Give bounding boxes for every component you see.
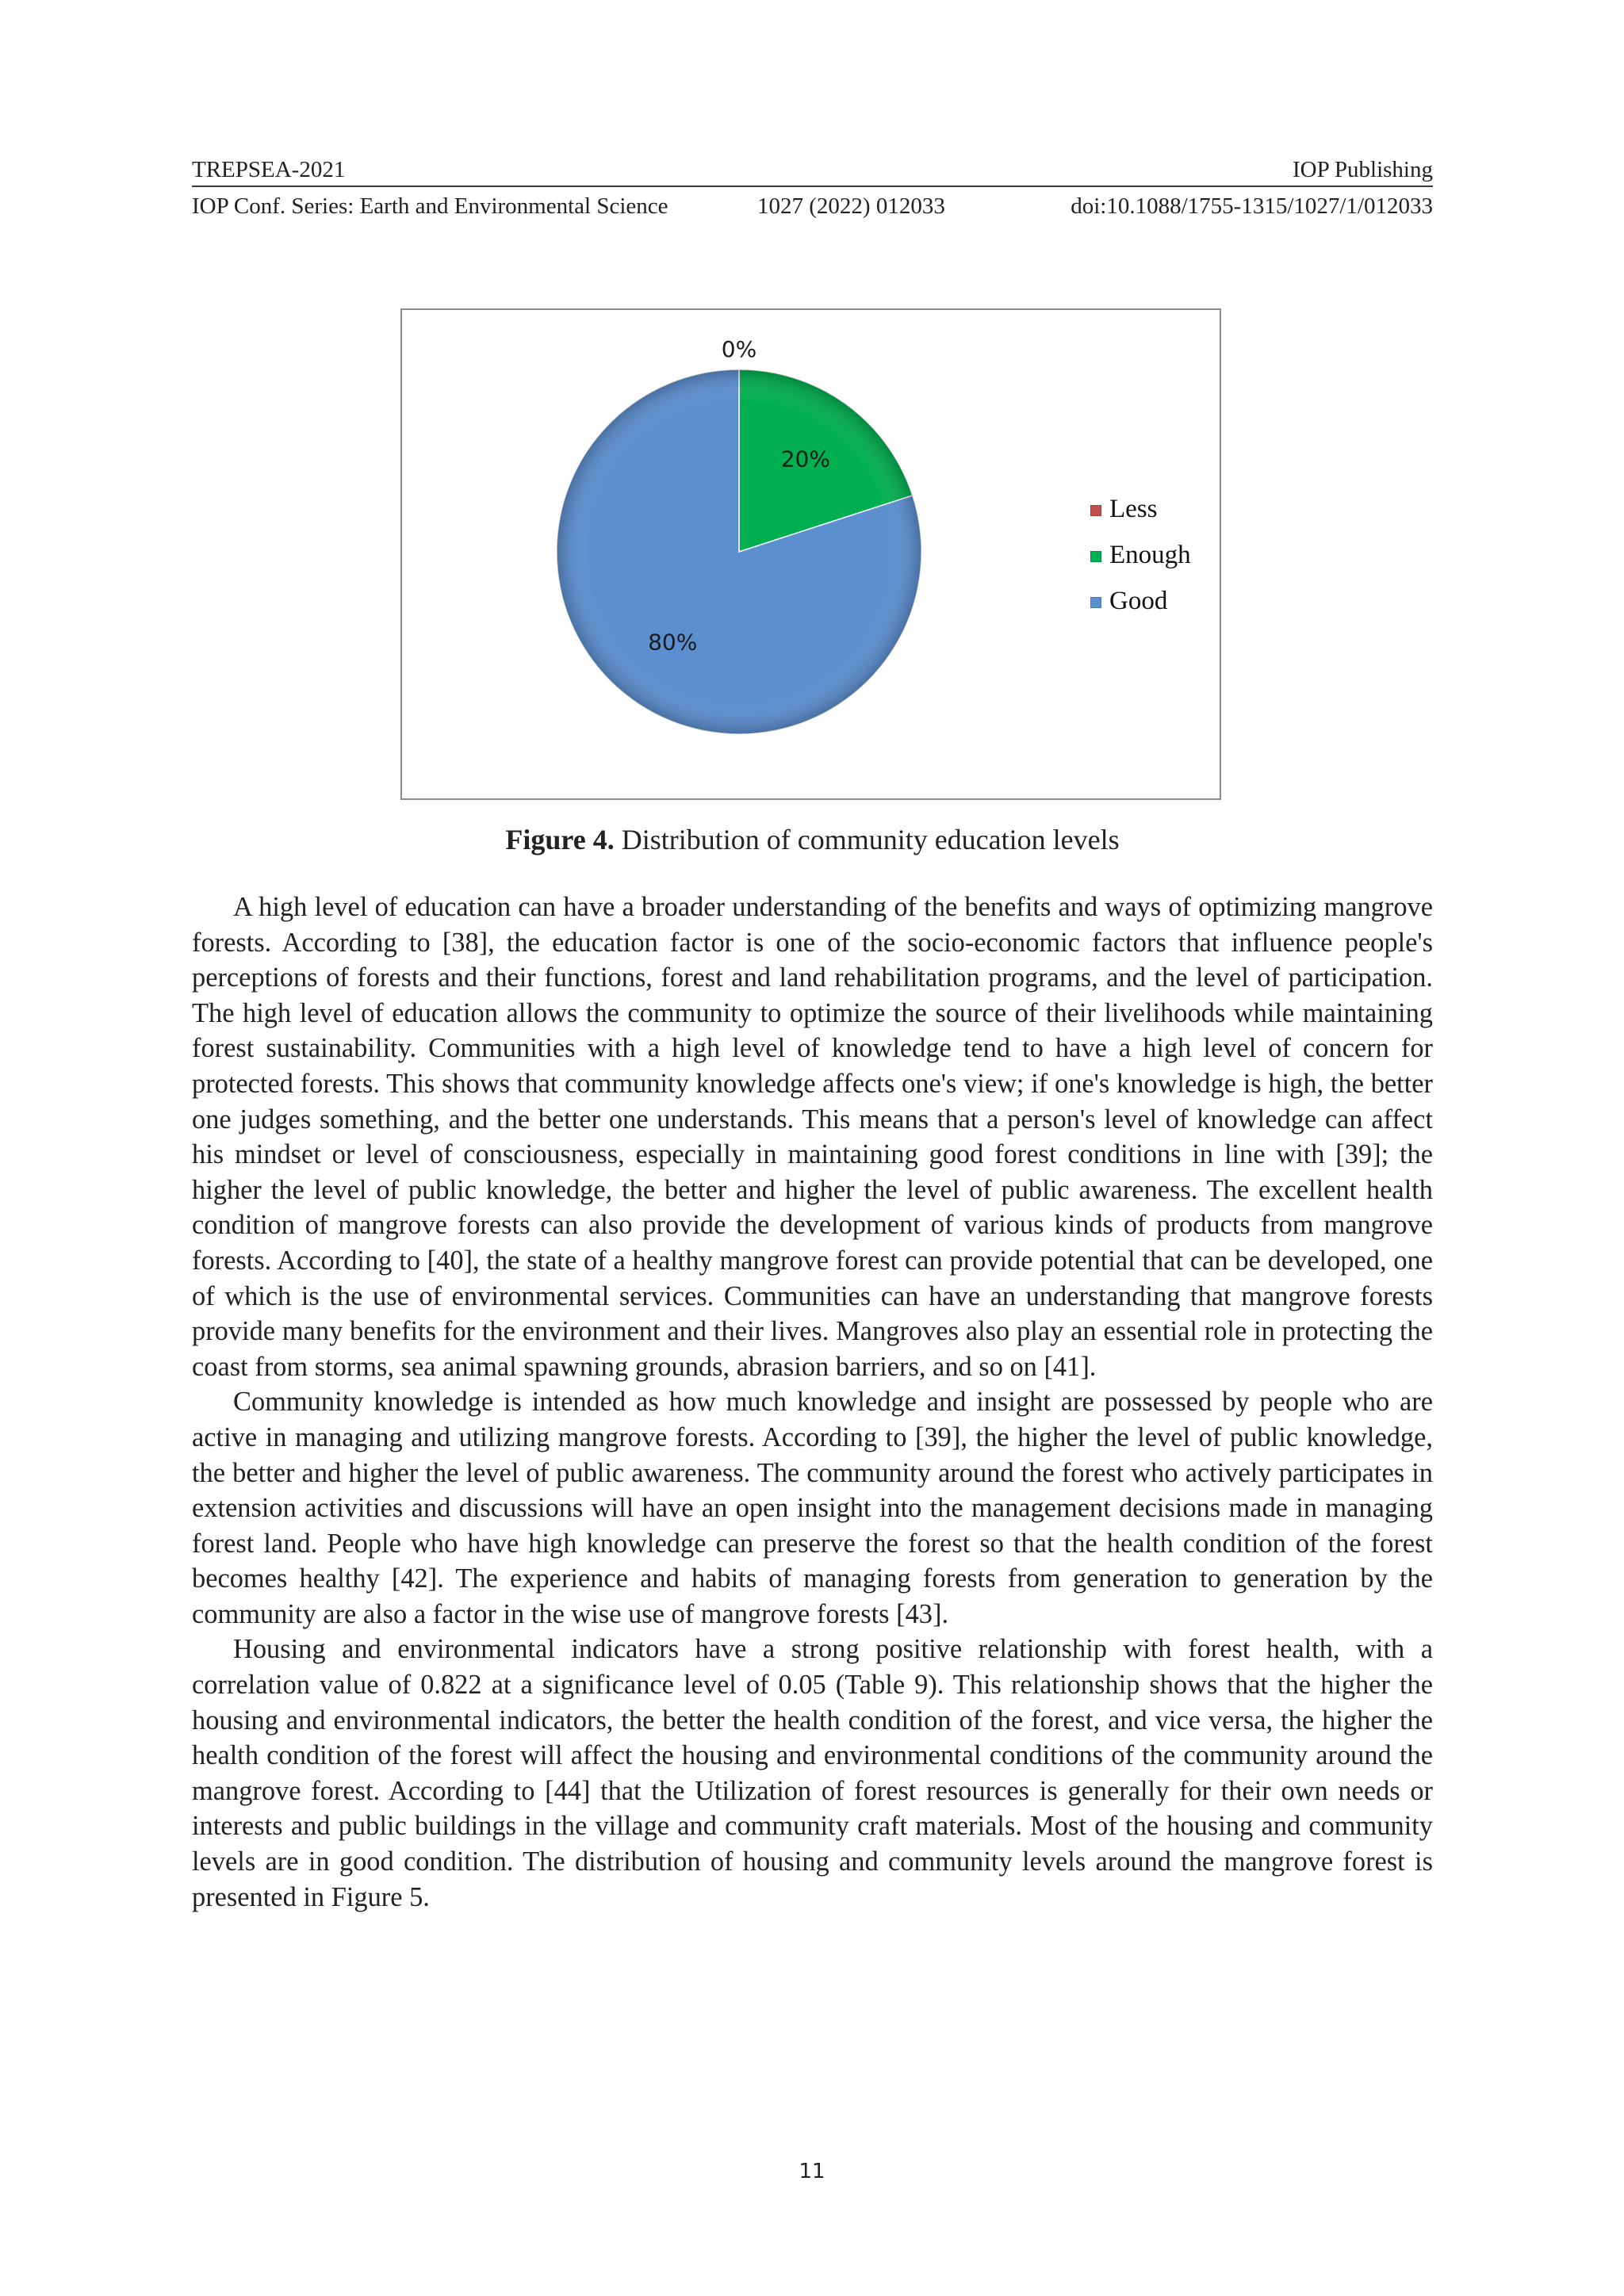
legend-swatch-enough xyxy=(1090,551,1101,562)
figure-4-chart xyxy=(400,308,1221,800)
legend-swatch-less xyxy=(1090,505,1101,516)
page-number: 11 xyxy=(799,2160,825,2183)
running-header-top xyxy=(192,155,1433,187)
figure-caption-label: Figure 4. xyxy=(505,824,615,855)
volume-info: 1027 (2022) 012033 xyxy=(757,193,945,219)
conference-name: TREPSEA-2021 xyxy=(192,157,346,182)
paragraph: Housing and environmental indicators have a strong positive relationship with forest health, with a correlation value of 0.822 at a significance level of 0.05 (Table 9). This relationship shows that the higher the housing and environmental indicators, the better the health condition of the forest, and vice versa, the higher the health condition of the forest will affect the housing and environmental conditions of the community around the mangrove forest. According to [44] that the Utilization of forest resources is generally for their own needs or interests and public buildings in the village and community craft materials. Most of the housing and community levels are in good condition. The distribution of housing and community levels around the mangrove forest is presented in Figure 5. xyxy=(192,1634,1433,1912)
data-label-less: 0% xyxy=(721,336,757,362)
paragraph: Community knowledge is intended as how much knowledge and insight are possessed by people who are active in managing and utilizing mangrove forests. According to [39], the higher the level of public knowledge, the better and higher the level of public awareness. The community around the forest who actively participates in extension activities and discussions will have an open insight into the management decisions made in managing forest land. People who have high knowledge can preserve the forest so that the health condition of the forest becomes healthy [42]. The experience and habits of managing forests from generation to generation by the community are also a factor in the wise use of mangrove forests [43]. xyxy=(192,1387,1433,1629)
data-label-good: 80% xyxy=(648,629,698,656)
doi-link[interactable]: doi:10.1088/1755-1315/1027/1/012033 xyxy=(1071,193,1433,219)
legend-label-less: Less xyxy=(1109,495,1158,523)
data-label-enough: 20% xyxy=(780,446,830,473)
journal-series: IOP Conf. Series: Earth and Environmental Science xyxy=(192,193,668,219)
legend-swatch-good xyxy=(1090,597,1101,608)
legend-label-good: Good xyxy=(1109,587,1168,615)
publisher-name: IOP Publishing xyxy=(1293,157,1433,182)
body-text xyxy=(192,890,1433,1915)
pie-shading xyxy=(557,369,921,734)
figure-caption xyxy=(192,821,1433,858)
legend-label-enough: Enough xyxy=(1109,541,1191,569)
figure-caption-text: Distribution of community education levels xyxy=(614,824,1120,855)
paragraph: A high level of education can have a broader understanding of the benefits and ways of optimizing mangrove forests. According to [38], the education factor is one of the socio-economic factors that influence people's perceptions of forests and their functions, forest and land rehabilitation programs, and the level of participation. The high level of education allows the community to optimize the source of their livelihoods while maintaining forest sustainability. Communities with a high level of knowledge tend to have a high level of concern for protected forests. This shows that community knowledge affects one's view; if one's knowledge is high, the better one judges something, and the better one understands. This means that a person's level of knowledge can affect his mindset or level of consciousness, especially in maintaining good forest conditions in line with [39]; the higher the level of public knowledge, the better and higher the level of public awareness. The excellent health condition of mangrove forests can also provide the development of various kinds of products from mangrove forests. According to [40], the state of a healthy mangrove forest can provide potential that can be developed, one of which is the use of environmental services. Communities can have an understanding that mangrove forests provide many benefits for the environment and their lives. Mangroves also play an essential role in protecting the coast from storms, sea animal spawning grounds, abrasion barriers, and so on [41]. xyxy=(192,892,1433,1382)
running-header-bottom xyxy=(192,192,1433,222)
